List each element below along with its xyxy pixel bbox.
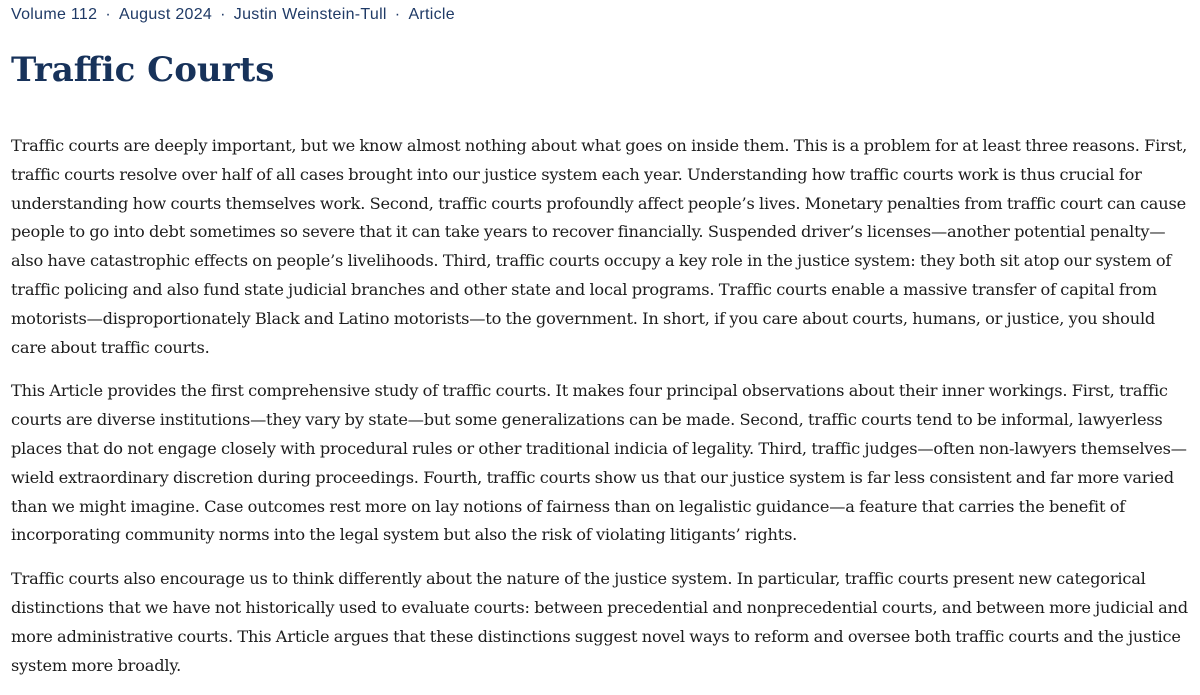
article-abstract <box>11 132 1191 680</box>
article-page <box>11 0 1191 695</box>
volume-link[interactable]: Volume 112 <box>11 6 98 23</box>
article-meta <box>11 6 1191 24</box>
abstract-paragraph: Traffic courts are deeply important, but we know almost nothing about what goes on inside them. This is a problem for at least three reasons. First, traffic courts resolve over half of all cases brought into our justice system each year. Understanding how traffic courts work is thus crucial for understanding how courts themselves work. Second, traffic courts profoundly affect people’s lives. Monetary penalties from traffic court can cause people to go into debt sometimes so severe that it can take years to recover financially. Suspended driver’s licenses—another potential penalty—also have catastrophic effects on people’s livelihoods. Third, traffic courts occupy a key role in the justice system: they both sit atop our system of traffic policing and also fund state judicial branches and other state and local programs. Traffic courts enable a massive transfer of capital from motorists—disproportionately Black and Latino motorists—to the government. In short, if you care about courts, humans, or justice, you should care about traffic courts. <box>11 136 1188 357</box>
meta-separator: · <box>105 6 111 23</box>
meta-separator: · <box>220 6 226 23</box>
abstract-paragraph: This Article provides the first comprehensive study of traffic courts. It makes four principal observations about their inner workings. First, traffic courts are diverse institutions—they vary by state—but some generalizations can be made. Second, traffic courts tend to be informal, lawyerless places that do not engage closely with procedural rules or other traditional indicia of legality. Third, traffic judges—often non-lawyers themselves—wield extraordinary discretion during proceedings. Fourth, traffic courts show us that our justice system is far less consistent and far more varied than we might imagine. Case outcomes rest more on lay notions of fairness than on legalistic guidance—a feature that carries the benefit of incorporating community norms into the legal system but also the risk of violating litigants’ rights. <box>11 381 1187 545</box>
article-title: Traffic Courts <box>11 50 275 90</box>
author-link[interactable]: Justin Weinstein-Tull <box>233 6 387 23</box>
abstract-paragraph: Traffic courts also encourage us to think differently about the nature of the justice system. In particular, traffic courts present new categorical distinctions that we have not historically used to evaluate courts: between precedential and nonprecedential courts, and between more judicial and more administrative courts. This Article argues that these distinctions suggest novel ways to reform and oversee both traffic courts and the justice system more broadly. <box>11 569 1188 675</box>
date-link[interactable]: August 2024 <box>118 6 213 23</box>
meta-separator: · <box>394 6 401 23</box>
article-type: Article <box>408 6 455 23</box>
